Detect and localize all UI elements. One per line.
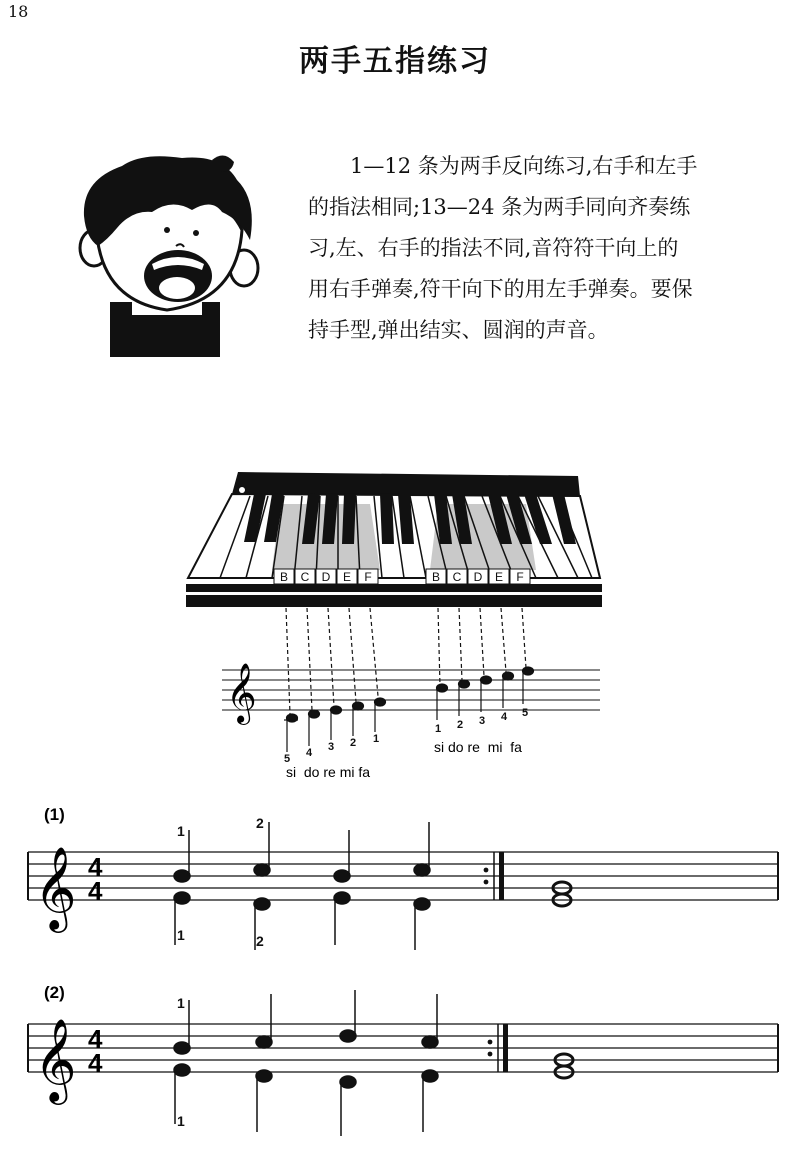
keyboard-diagram bbox=[180, 470, 610, 790]
key-label: B bbox=[279, 570, 289, 584]
key-label: D bbox=[321, 570, 331, 584]
finger-number: 5 bbox=[284, 753, 291, 765]
finger-number: 1 bbox=[435, 723, 442, 735]
finger-number: 1 bbox=[373, 733, 380, 745]
key-label: B bbox=[431, 570, 441, 584]
treble-clef-icon: 𝄞 bbox=[226, 664, 257, 722]
solfege-right: si do re mi fa bbox=[434, 739, 522, 755]
key-label: C bbox=[452, 570, 462, 584]
note-group bbox=[174, 822, 430, 950]
fingering-upper: 1 bbox=[177, 823, 185, 839]
intro-line: 用右手弹奏,符干向下的用左手弹奏。要保 bbox=[308, 277, 693, 301]
intro-line: 1—12 条为两手反向练习,右手和左手 bbox=[350, 154, 698, 178]
finger-number: 5 bbox=[522, 707, 529, 719]
piano-keyboard-icon bbox=[186, 472, 602, 607]
treble-clef-icon: 𝄞 bbox=[34, 848, 77, 928]
exercise-label: (2) bbox=[44, 983, 65, 1002]
time-signature-top: 4 bbox=[88, 1024, 103, 1054]
intro-line: 的指法相同;13—24 条为两手同向齐奏练 bbox=[308, 195, 691, 219]
finger-number: 3 bbox=[328, 741, 335, 753]
exercise-label: (1) bbox=[44, 805, 65, 824]
fingering-lower: 2 bbox=[256, 933, 264, 949]
finger-number: 2 bbox=[457, 719, 464, 731]
exercise-2 bbox=[0, 976, 790, 1156]
finger-number: 4 bbox=[501, 711, 508, 723]
page-number: 18 bbox=[8, 2, 29, 21]
time-signature-top: 4 bbox=[88, 852, 103, 882]
fingering-upper: 1 bbox=[177, 995, 185, 1011]
finger-number: 4 bbox=[306, 747, 313, 759]
key-label: F bbox=[516, 570, 524, 584]
time-signature-bottom: 4 bbox=[88, 1048, 103, 1078]
finger-number: 2 bbox=[350, 737, 357, 749]
key-label: F bbox=[364, 570, 372, 584]
boy-face-icon bbox=[80, 155, 258, 357]
whole-note-chord bbox=[553, 882, 571, 906]
whole-note-chord bbox=[555, 1054, 573, 1078]
exercise-1 bbox=[0, 800, 790, 960]
treble-clef-icon: 𝄞 bbox=[34, 1020, 77, 1100]
intro-line: 习,左、右手的指法不同,音符符干向上的 bbox=[308, 236, 679, 260]
intro-line: 持手型,弹出结实、圆润的声音。 bbox=[308, 318, 609, 342]
time-signature-bottom: 4 bbox=[88, 876, 103, 906]
fingering-lower: 1 bbox=[177, 1113, 185, 1129]
fingering-upper: 2 bbox=[256, 815, 264, 831]
intro-text bbox=[308, 146, 760, 351]
key-label: D bbox=[473, 570, 483, 584]
page-title: 两手五指练习 bbox=[299, 44, 491, 79]
key-label: E bbox=[342, 570, 352, 584]
note-group bbox=[174, 990, 438, 1136]
solfege-left: si do re mi fa bbox=[286, 764, 371, 780]
finger-number: 3 bbox=[479, 715, 486, 727]
boy-illustration bbox=[72, 150, 272, 360]
fingering-lower: 1 bbox=[177, 927, 185, 943]
key-label: C bbox=[300, 570, 310, 584]
key-label: E bbox=[494, 570, 504, 584]
